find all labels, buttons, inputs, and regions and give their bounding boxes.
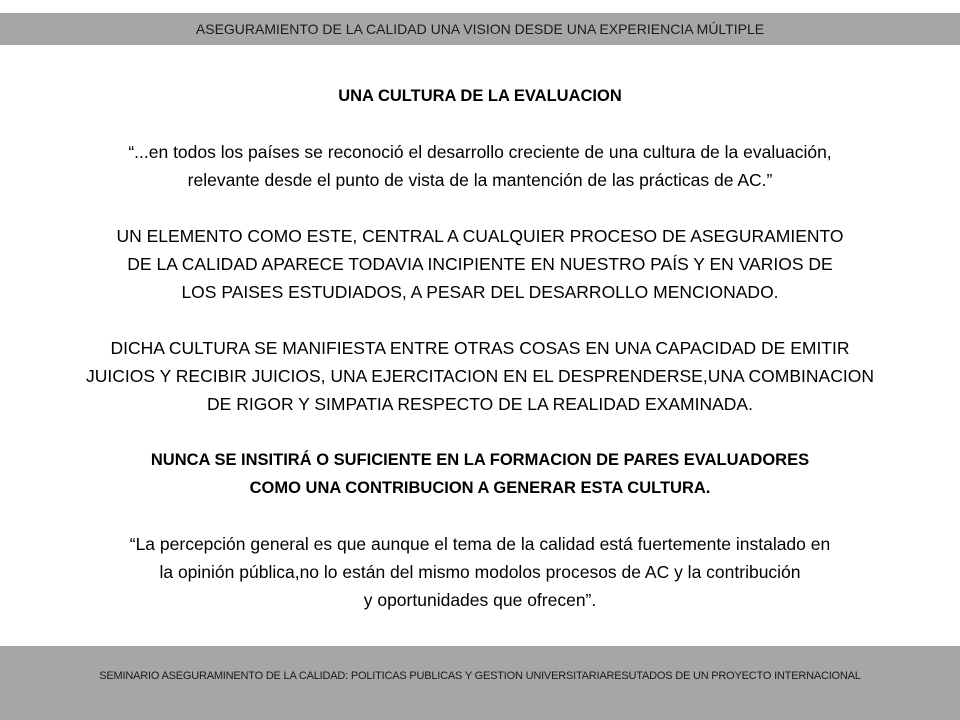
text-line: LOS PAISES ESTUDIADOS, A PESAR DEL DESARROLLO MENCIONADO. [181, 282, 779, 302]
header-banner [0, 13, 960, 45]
quote-paragraph-2 [0, 530, 960, 614]
slide-title: UNA CULTURA DE LA EVALUACION [338, 87, 622, 105]
text-line: “...en todos los países se reconoció el desarrollo creciente de una cultura de la evaluación, [128, 142, 832, 162]
spacer [0, 194, 960, 222]
spacer [0, 306, 960, 334]
text-line: y oportunidades que ofrecen”. [363, 590, 597, 610]
text-line: relevante desde el punto de vista de la mantención de las prácticas de AC.” [187, 170, 773, 190]
text-line: la opinión pública,no lo están del mismo modolos procesos de AC y la contribución [159, 562, 801, 582]
header-banner-text: ASEGURAMIENTO DE LA CALIDAD UNA VISION DESDE UNA EXPERIENCIA MÚLTIPLE [195, 21, 765, 37]
spacer [0, 418, 960, 446]
emphasis-paragraph [0, 446, 960, 502]
text-line: “La percepción general es que aunque el tema de la calidad está fuertemente instalado en [129, 534, 831, 554]
text-line: DE LA CALIDAD APARECE TODAVIA INCIPIENTE EN NUESTRO PAÍS Y EN VARIOS DE [127, 254, 833, 274]
text-line: DICHA CULTURA SE MANIFIESTA ENTRE OTRAS COSAS EN UNA CAPACIDAD DE EMITIR [110, 338, 850, 358]
text-line: COMO UNA CONTRIBUCION A GENERAR ESTA CULTURA. [249, 479, 711, 497]
spacer [0, 110, 960, 138]
spacer [0, 502, 960, 530]
text-line: UN ELEMENTO COMO ESTE, CENTRAL A CUALQUIER PROCESO DE ASEGURAMIENTO [116, 226, 844, 246]
paragraph-3 [0, 334, 960, 418]
footer-banner [0, 646, 960, 720]
text-line: JUICIOS Y RECIBIR JUICIOS, UNA EJERCITACION EN EL DESPRENDERSE,UNA COMBINACION [86, 366, 874, 386]
text-line: NUNCA SE INSITIRÁ O SUFICIENTE EN LA FORMACION DE PARES EVALUADORES [150, 451, 810, 469]
quote-paragraph-1 [0, 138, 960, 194]
footer-text: SEMINARIO ASEGURAMINENTO DE LA CALIDAD: POLITICAS PUBLICAS Y GESTION UNIVERSITARIARESUTADOS DE UN PROYECTO INTERNACIONAL [99, 670, 861, 682]
text-line: DE RIGOR Y SIMPATIA RESPECTO DE LA REALIDAD EXAMINADA. [207, 394, 753, 414]
paragraph-2 [0, 222, 960, 306]
slide-content [0, 82, 960, 614]
